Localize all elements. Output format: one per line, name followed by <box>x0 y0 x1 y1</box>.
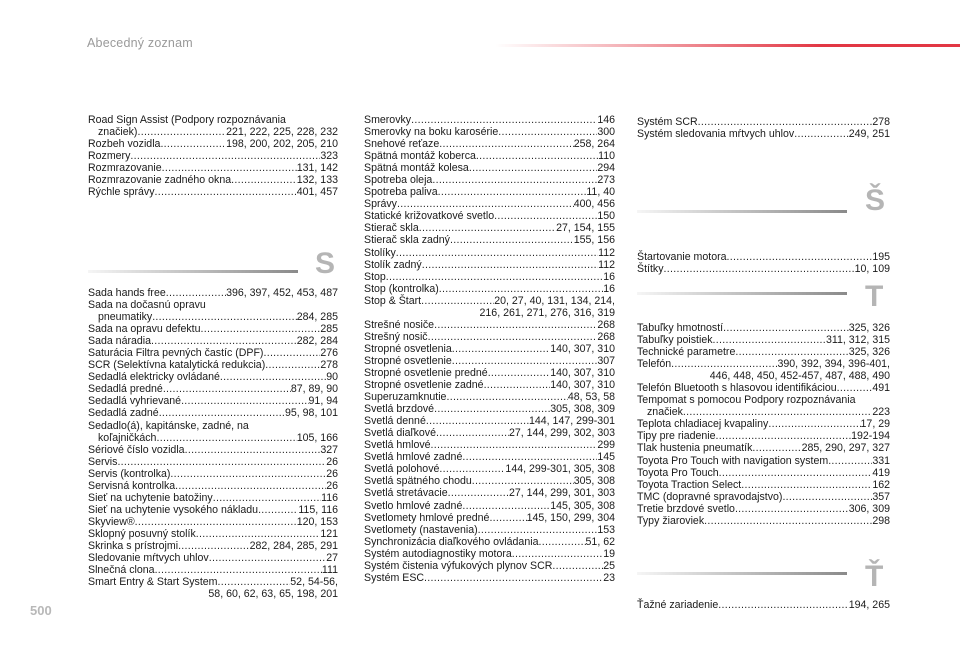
section-letter-t: T <box>865 280 884 313</box>
index-entry-pages: 27 <box>326 552 338 565</box>
index-entry-pages: 221, 222, 225, 228, 232 <box>226 126 338 139</box>
index-entry-pages: 116 <box>321 491 338 504</box>
index-entry-label: Servis (kontrolka) <box>88 467 171 480</box>
index-entry-pages: 140, 307, 310 <box>550 342 615 355</box>
index-entry-label: Ťažné zariadenie <box>637 599 719 611</box>
index-entry-label: Svetlá denné <box>364 415 426 428</box>
index-entry-pages: 132, 133 <box>296 174 338 187</box>
index-entry <box>364 138 615 150</box>
index-entry-label: Slnečná clona <box>88 564 155 577</box>
index-entry-label: Toyota Pro Touch <box>637 466 719 479</box>
index-entry <box>88 162 338 174</box>
index-entry-pages: 140, 307, 310 <box>550 366 615 379</box>
index-entry-pages: 111 <box>321 564 338 577</box>
index-entry-pages: 305, 308, 309 <box>550 403 615 416</box>
index-entry <box>637 515 890 527</box>
index-entry <box>88 444 338 456</box>
index-entry-pages: 299 <box>597 439 615 452</box>
index-entry <box>637 467 890 479</box>
index-entry-label: Skyview® <box>88 515 135 528</box>
index-entry-label: Stierač skla zadný <box>364 234 450 247</box>
index-entry-pages: 162 <box>872 478 890 491</box>
index-entry <box>88 186 338 198</box>
index-entry <box>88 150 338 162</box>
index-entry <box>88 516 338 528</box>
index-entry <box>637 455 890 467</box>
index-column-3-t <box>637 322 890 527</box>
index-entry-pages: 145, 150, 299, 304 <box>526 511 615 524</box>
index-entry-label: Spätná montáž koberca <box>364 150 476 163</box>
index-entry-pages: 87, 89, 90 <box>290 383 338 396</box>
index-entry-pages: 276 <box>320 347 338 360</box>
index-entry-label: Road Sign Assist (Podpory rozpoznávania <box>88 114 286 126</box>
index-entry-label: Spotreba paliva <box>364 186 438 199</box>
index-entry-pages: 400, 456 <box>573 198 615 211</box>
index-entry-pages: 419 <box>872 466 890 479</box>
index-entry-label: Technické parametre <box>637 346 736 359</box>
index-entry <box>364 451 615 463</box>
index-entry-label: Štítky <box>637 263 664 276</box>
index-entry-pages: 223 <box>872 406 890 419</box>
index-entry <box>637 382 890 394</box>
index-entry <box>364 487 615 499</box>
index-entry-label: Servisná kontrolka <box>88 479 176 492</box>
index-entry-label: Synchronizácia diaľkového ovládania <box>364 535 539 548</box>
index-entry-pages: 323 <box>320 150 338 163</box>
index-entry-label: Sedadlo(á), kapitánske, zadné, na <box>88 419 249 432</box>
index-entry-label: Stop <box>364 270 386 283</box>
index-entry-label: Tabuľky hmotností <box>637 322 724 334</box>
index-entry-pages: 305, 308 <box>573 475 615 488</box>
index-entry-label: Svetlá brzdové <box>364 403 435 416</box>
index-entry-label: Svetlo hmlové zadné <box>364 499 463 512</box>
index-entry-label: Telefón <box>637 358 672 371</box>
index-entry <box>88 359 338 371</box>
index-entry-label: Stropné osvetlenia <box>364 342 452 355</box>
index-entry <box>364 403 615 415</box>
index-entry-pages: 284, 285 <box>296 311 338 324</box>
index-entry-label: Saturácia Filtra pevných častíc (DPF) <box>88 347 264 360</box>
index-entry <box>637 442 890 454</box>
index-entry-label: Smart Entry & Start System <box>88 576 218 589</box>
index-column-1-top <box>88 114 338 198</box>
index-entry-label: Svetlá diaľkové <box>364 427 436 440</box>
index-entry <box>364 114 615 126</box>
index-entry-label: Sedadlá zadné <box>88 407 159 420</box>
section-letter-s: S <box>315 247 336 280</box>
index-entry <box>88 347 338 359</box>
index-entry <box>364 415 615 427</box>
index-entry <box>637 116 890 128</box>
index-entry-label: Štartovanie motora <box>637 251 727 263</box>
index-entry-label: Toyota Pro Touch with navigation system <box>637 454 829 467</box>
index-entry-pages: 146 <box>597 114 615 126</box>
index-entry-pages: 396, 397, 452, 453, 487 <box>226 287 338 299</box>
index-entry-pages-cont: 216, 261, 271, 276, 316, 319 <box>479 306 615 319</box>
index-entry <box>637 346 890 358</box>
index-entry-pages: 307 <box>597 354 615 367</box>
index-entry <box>364 536 615 548</box>
index-entry-pages: 300 <box>597 126 615 139</box>
index-entry <box>88 480 338 492</box>
index-entry <box>637 128 890 140</box>
index-entry-pages: 131, 142 <box>296 162 338 175</box>
index-entry <box>637 503 890 515</box>
index-entry-label: Svetlá polohové <box>364 463 440 476</box>
index-entry-label: Smerovky na boku karosérie <box>364 126 499 139</box>
index-entry-label: Sedadlá predné <box>88 383 163 396</box>
index-entry-label: Sériové číslo vozidla <box>88 443 185 456</box>
section-letter-t-caron: Ť <box>865 560 884 593</box>
index-entry <box>637 251 890 263</box>
index-column-3-t-caron <box>637 599 890 611</box>
index-entry <box>364 391 615 403</box>
index-entry-label: Sada náradia <box>88 335 152 348</box>
index-entry-pages: 26 <box>326 455 338 468</box>
index-entry-pages: 26 <box>326 467 338 480</box>
index-entry-pages: 153 <box>597 523 615 536</box>
index-entry-label: Stierač skla <box>364 222 419 235</box>
index-entry-pages: 95, 98, 101 <box>284 407 338 420</box>
index-entry <box>637 430 890 442</box>
page-header-title: Abecedný zoznam <box>87 36 193 50</box>
index-entry-label: Sedadlá vyhrievané <box>88 395 182 408</box>
index-entry-label: Stop (kontrolka) <box>364 282 439 295</box>
index-entry-pages: 48, 53, 58 <box>567 391 615 404</box>
index-entry-label: Sledovanie mŕtvych uhlov <box>88 552 209 565</box>
index-entry <box>364 512 615 524</box>
index-entry-label: Systém autodiagnostiky motora <box>364 547 512 560</box>
section-t-caron-heading <box>637 548 890 598</box>
index-entry <box>364 247 615 259</box>
index-entry-pages: 112 <box>598 246 615 259</box>
index-entry-label: Stropné osvetlenie predné <box>364 366 488 379</box>
index-entry <box>364 222 615 234</box>
index-entry-label: Systém sledovania mŕtvych uhlov <box>637 128 795 141</box>
index-entry-pages: 306, 309 <box>848 502 890 515</box>
index-entry-pages: 27, 154, 155 <box>556 222 615 235</box>
index-entry-label: Statické križovatkové svetlo <box>364 210 495 223</box>
index-entry <box>364 379 615 391</box>
index-entry-label: Rozbeh vozidla <box>88 138 161 151</box>
index-entry <box>364 572 615 584</box>
index-entry <box>637 418 890 430</box>
index-entry-label: Svetlá hmlové <box>364 439 431 452</box>
index-entry-label: Stropné osvetlenie <box>364 354 452 367</box>
index-entry <box>88 564 338 576</box>
index-entry <box>364 259 615 271</box>
index-entry <box>88 492 338 504</box>
index-entry-pages: 145 <box>597 451 615 464</box>
index-entry <box>364 198 615 210</box>
index-entry-label: TMC (dopravné spravodajstvo) <box>637 490 783 503</box>
index-entry <box>88 468 338 480</box>
index-entry-pages: 325, 326 <box>848 322 890 334</box>
index-entry-label: Rozmery <box>88 150 131 163</box>
index-entry-label: Svetlomety (nastavenia) <box>364 523 478 536</box>
index-entry <box>364 427 615 439</box>
index-entry-pages: 52, 54-56, <box>290 576 338 589</box>
index-entry-label: Tabuľky poistiek <box>637 334 713 347</box>
index-entry <box>364 186 615 198</box>
index-entry-pages: 26 <box>326 479 338 492</box>
index-entry-pages: 23 <box>603 571 615 584</box>
index-column-3-top <box>637 116 890 140</box>
header-accent-line <box>495 44 960 47</box>
index-entry-pages: 298 <box>872 514 890 527</box>
index-entry <box>88 395 338 407</box>
index-entry-label: Systém čistenia výfukových plynov SCR <box>364 559 553 572</box>
index-entry <box>364 548 615 560</box>
index-entry-pages: 110 <box>598 150 615 163</box>
index-entry-pages: 268 <box>597 330 615 343</box>
index-entry <box>637 491 890 503</box>
index-entry-label: Telefón Bluetooth s hlasovou identifikáciou <box>637 382 837 395</box>
index-entry <box>88 174 338 186</box>
index-entry-label: Toyota Traction Select <box>637 478 742 491</box>
index-entry-pages: 282, 284, 285, 291 <box>249 539 338 552</box>
index-entry-pages: 145, 305, 308 <box>550 499 615 512</box>
index-entry <box>88 287 338 299</box>
index-entry-label-cont: pneumatiky <box>98 311 153 324</box>
index-entry <box>88 335 338 347</box>
index-entry-label: Sada hands free <box>88 287 166 299</box>
index-entry-label-cont: koľajničkách <box>98 431 157 444</box>
index-entry-pages: 285, 290, 297, 327 <box>801 442 890 455</box>
index-entry-pages: 90 <box>326 371 338 384</box>
index-entry <box>364 367 615 379</box>
index-entry-label: Systém ESC <box>364 571 425 584</box>
index-entry-pages: 20, 27, 40, 131, 134, 214, <box>494 294 615 307</box>
index-entry-label-cont: značiek) <box>98 126 138 139</box>
index-entry <box>364 126 615 138</box>
index-entry-pages: 249, 251 <box>848 128 890 141</box>
index-entry-pages: 27, 144, 299, 302, 303 <box>508 427 615 440</box>
index-entry <box>88 528 338 540</box>
index-entry-pages: 268 <box>597 318 615 331</box>
index-entry-label: Rozmrazovanie zadného okna <box>88 174 232 187</box>
index-entry <box>364 439 615 451</box>
index-entry-label: Svetlá hmlové zadné <box>364 451 463 464</box>
index-entry <box>364 475 615 487</box>
index-entry <box>637 322 890 334</box>
index-entry <box>364 560 615 572</box>
index-entry <box>88 552 338 564</box>
index-entry <box>637 334 890 346</box>
index-entry <box>637 358 890 382</box>
index-entry-label: Systém SCR <box>637 116 698 128</box>
index-entry-pages: 105, 166 <box>296 431 338 444</box>
index-entry <box>88 299 338 323</box>
index-entry-label: Sada na dočasnú opravu <box>88 299 206 312</box>
index-entry-pages: 192-194 <box>851 430 890 443</box>
index-entry-pages: 155, 156 <box>573 234 615 247</box>
index-entry-pages: 19 <box>603 547 615 560</box>
index-entry-label: Svetlá spätného chodu <box>364 475 472 488</box>
index-entry-label: Sedadlá elektricky ovládané <box>88 371 220 384</box>
index-entry-pages: 115, 116 <box>298 503 338 516</box>
index-entry-label: Sieť na uchytenie batožiny <box>88 491 213 504</box>
index-entry-pages-cont: 58, 60, 62, 63, 65, 198, 201 <box>208 588 338 601</box>
index-entry <box>88 323 338 335</box>
page-number: 500 <box>30 603 52 618</box>
index-column-2 <box>364 114 615 584</box>
index-entry-pages: 112 <box>598 258 615 271</box>
index-entry-pages: 27, 144, 299, 301, 303 <box>508 487 615 500</box>
index-entry-pages: 11, 40 <box>586 186 615 199</box>
index-entry <box>637 479 890 491</box>
index-entry-label: Snehové reťaze <box>364 138 440 151</box>
index-entry-pages: 198, 200, 202, 205, 210 <box>226 138 338 151</box>
index-entry-pages: 16 <box>603 270 615 283</box>
index-entry-label: Sieť na uchytenie vysokého nákladu <box>88 503 259 516</box>
index-entry <box>364 174 615 186</box>
index-entry-label: Superuzamknutie <box>364 391 447 404</box>
index-entry-pages: 91, 94 <box>308 395 338 408</box>
index-entry-label: Spotreba oleja <box>364 174 433 187</box>
index-entry-label: Rozmrazovanie <box>88 162 162 175</box>
index-entry <box>364 463 615 475</box>
index-entry-pages: 16 <box>603 282 615 295</box>
index-entry-label: Stropné osvetlenie zadné <box>364 379 484 392</box>
index-entry-label: Typy žiaroviek <box>637 514 705 527</box>
index-entry <box>88 114 338 138</box>
index-entry <box>637 394 890 418</box>
index-entry-pages: 325, 326 <box>848 346 890 359</box>
index-entry-label: Sada na opravu defektu <box>88 323 201 336</box>
index-entry-label: SCR (Selektívna katalytická redukcia) <box>88 359 266 372</box>
index-entry-pages: 390, 392, 394, 396-401, <box>777 358 890 371</box>
index-entry <box>88 407 338 419</box>
index-entry-label: Spätná montáž kolesa <box>364 162 469 175</box>
index-entry-pages: 278 <box>320 359 338 372</box>
section-s-caron-heading <box>637 186 890 236</box>
index-entry <box>88 138 338 150</box>
index-entry-pages: 311, 312, 315 <box>825 334 890 347</box>
index-entry-label: Tlak hustenia pneumatík <box>637 442 753 455</box>
index-entry <box>88 540 338 552</box>
index-entry <box>364 295 615 319</box>
index-entry <box>364 319 615 331</box>
index-entry-pages: 17, 29 <box>860 418 890 431</box>
index-entry-pages: 273 <box>597 174 615 187</box>
index-entry-label: Správy <box>364 198 397 211</box>
index-entry <box>364 234 615 246</box>
index-entry-label: Servis <box>88 455 118 468</box>
index-entry <box>88 456 338 468</box>
index-entry-pages: 282, 284 <box>296 335 338 348</box>
index-entry-label-cont: značiek <box>647 406 683 419</box>
index-entry-pages: 140, 307, 310 <box>550 379 615 392</box>
index-entry-label: Rýchle správy <box>88 186 155 199</box>
index-entry-label: Smerovky <box>364 114 412 126</box>
index-entry-pages: 144, 147, 299-301 <box>528 415 615 428</box>
index-entry <box>364 162 615 174</box>
index-entry-pages: 491 <box>872 382 890 395</box>
index-entry-label: Teplota chladiacej kvapaliny <box>637 418 769 431</box>
index-entry <box>364 343 615 355</box>
index-entry-label: Stolíky <box>364 246 396 259</box>
index-entry <box>364 500 615 512</box>
index-entry <box>88 504 338 516</box>
index-entry-label: Strešný nosič <box>364 330 428 343</box>
index-entry-pages: 120, 153 <box>296 515 338 528</box>
index-entry <box>637 599 890 611</box>
index-entry <box>88 383 338 395</box>
index-entry-pages: 401, 457 <box>296 186 338 199</box>
index-entry <box>364 331 615 343</box>
index-entry <box>364 271 615 283</box>
index-column-1-s <box>88 287 338 600</box>
index-entry-pages: 285 <box>320 323 338 336</box>
index-entry-pages: 194, 265 <box>848 599 890 611</box>
index-entry-pages: 357 <box>872 490 890 503</box>
index-entry <box>88 420 338 444</box>
index-entry-label: Tretie brzdové svetlo <box>637 502 735 515</box>
index-entry-label: Tempomat s pomocou Podpory rozpoznávania <box>637 394 856 407</box>
index-entry-pages: 258, 264 <box>573 138 615 151</box>
index-entry-label: Sklopný posuvný stolík <box>88 527 196 540</box>
index-entry-pages: 51, 62 <box>585 535 615 548</box>
index-entry-label: Svetlomety hmlové predné <box>364 511 490 524</box>
index-entry-pages: 10, 109 <box>854 263 890 276</box>
index-entry-label: Stop & Štart <box>364 294 422 307</box>
index-entry-pages: 150 <box>597 210 615 223</box>
index-entry-pages: 331 <box>872 454 890 467</box>
index-entry-label: Tipy pre riadenie <box>637 430 716 443</box>
section-letter-s-caron: Š <box>865 184 886 217</box>
index-entry-pages: 294 <box>597 162 615 175</box>
index-entry <box>364 150 615 162</box>
index-entry <box>364 210 615 222</box>
index-entry <box>364 524 615 536</box>
index-entry-pages: 121 <box>320 527 338 540</box>
index-entry <box>364 283 615 295</box>
index-entry-pages: 327 <box>320 443 338 456</box>
section-t-heading <box>637 268 890 318</box>
index-entry-pages: 195 <box>872 251 890 263</box>
index-entry-pages: 144, 299-301, 305, 308 <box>505 463 615 476</box>
index-entry <box>88 576 338 600</box>
index-entry-pages: 278 <box>872 116 890 128</box>
index-entry-label: Stolík zadný <box>364 258 422 271</box>
index-entry-label: Svetlá stretávacie <box>364 487 448 500</box>
index-entry-label: Strešné nosiče <box>364 318 435 331</box>
index-entry <box>364 355 615 367</box>
index-entry-pages-cont: 446, 448, 450, 452-457, 487, 488, 490 <box>709 370 890 383</box>
index-entry <box>88 371 338 383</box>
index-entry-label: Skrinka s prístrojmi <box>88 539 179 552</box>
index-entry-pages: 25 <box>603 559 615 572</box>
